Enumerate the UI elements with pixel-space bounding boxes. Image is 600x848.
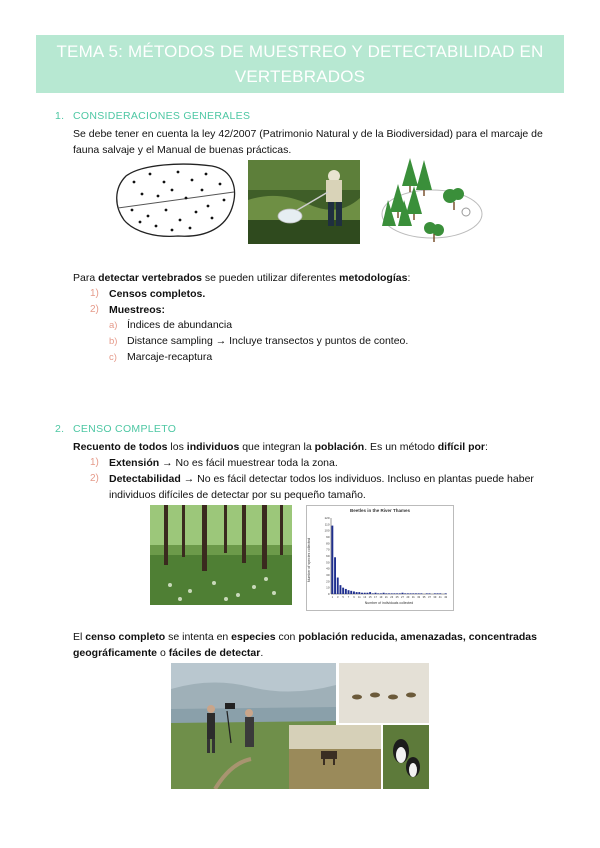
chart-bar	[380, 593, 382, 594]
closing-bold-2: especies	[231, 631, 276, 643]
difficulty-extension-label: Extensión	[109, 457, 160, 469]
page-title: TEMA 5: MÉTODOS DE MUESTREO Y DETECTABILIDAD EN VERTEBRADOS	[56, 42, 544, 86]
section-1-heading	[55, 110, 250, 122]
x-tick-label: 11	[357, 596, 361, 599]
section-1-intro: Se debe tener en cuenta la ley 42/2007 (Patrimonio Natural y de la Biodiversidad) para el marcaje de fauna salvaje y el Manual de buenas prácticas.	[73, 128, 543, 156]
methods-text-3: :	[407, 272, 411, 284]
x-tick-label: 27	[401, 596, 404, 599]
chart-bar	[396, 593, 398, 594]
y-tick-label: 20	[326, 579, 330, 584]
method-censos: Censos completos.	[109, 288, 206, 300]
section-2-closing	[73, 629, 543, 661]
methods-text-2: se pueden utilizar diferentes	[202, 272, 340, 284]
x-tick-label: 35	[422, 596, 426, 599]
list-marker: 2)	[90, 473, 99, 484]
section-1-title: CONSIDERACIONES GENERALES	[73, 110, 251, 122]
chart-plot	[307, 506, 453, 610]
chart-bar	[337, 578, 339, 594]
x-tick-label: 23	[390, 596, 394, 599]
x-tick-label: 5	[342, 596, 344, 599]
x-tick-label: 3	[337, 596, 339, 599]
intro-text-3: . Es un método	[364, 441, 438, 453]
sub-marker: c)	[109, 352, 117, 363]
intro-bold-3: población	[314, 441, 365, 453]
x-tick-label: 33	[417, 596, 421, 599]
chart-bar	[434, 593, 436, 594]
x-tick-label: 41	[438, 596, 442, 599]
closing-text-1: El	[73, 631, 86, 643]
closing-bold-4: fáciles de detectar	[168, 647, 261, 659]
chart-bar	[426, 593, 428, 594]
section-2-intro	[73, 439, 488, 455]
net-sampling-photo	[248, 160, 360, 244]
chart-bar	[377, 593, 379, 594]
beetles-chart	[306, 505, 454, 611]
section-1-number: 1.	[55, 110, 65, 122]
x-tick-label: 21	[384, 596, 388, 599]
chart-bar	[375, 593, 377, 594]
intro-bold-1: Recuento de todos	[73, 441, 168, 453]
chart-title: Beetles in the River Thames	[349, 508, 411, 513]
closing-text-4: o	[157, 647, 169, 659]
y-tick-label: 100	[324, 528, 330, 533]
x-tick-label: 15	[368, 596, 372, 599]
difficulty-detectability	[109, 471, 559, 503]
y-tick-label: 40	[326, 566, 330, 571]
chart-bar	[366, 593, 368, 594]
x-tick-label: 7	[347, 596, 350, 599]
x-tick-label: 31	[411, 596, 415, 599]
methods-bold-1: detectar vertebrados	[98, 272, 202, 284]
intro-bold-4: difícil por	[437, 441, 485, 453]
y-tick-label: 10	[326, 585, 330, 590]
closing-bold-3: población reducida, amenazadas, concentradas geográficamente	[73, 631, 537, 659]
y-tick-label: 80	[326, 541, 330, 546]
chart-bar	[385, 593, 387, 594]
submethod-distance: Distance sampling → Incluye transectos y puntos de conteo.	[127, 335, 409, 347]
chart-bar	[350, 591, 352, 594]
methods-bold-2: metodologías	[339, 272, 408, 284]
difficulty-detectability-label: Detectabilidad	[109, 473, 181, 485]
intro-text-1: los	[167, 441, 187, 453]
y-tick-label: 70	[326, 547, 330, 552]
x-tick-label: 13	[363, 596, 367, 599]
chart-bar	[331, 526, 333, 594]
y-tick-label: 0	[327, 592, 330, 596]
intro-text-4: :	[484, 441, 488, 453]
closing-bold-1: censo completo	[85, 631, 166, 643]
list-marker: 1)	[90, 457, 99, 468]
chart-bar	[407, 593, 409, 594]
chart-bar	[437, 593, 439, 594]
chart-bar	[439, 593, 441, 594]
x-tick-label: 17	[374, 596, 377, 599]
difficulty-extension	[109, 455, 338, 471]
chart-bar	[372, 593, 374, 594]
methods-text-1: Para	[73, 272, 99, 284]
chart-bar	[412, 593, 414, 594]
chart-bar	[420, 593, 422, 594]
methods-intro	[73, 270, 410, 286]
tree-transect-figure	[376, 156, 486, 246]
y-tick-label: 110	[324, 522, 330, 527]
chart-xlabel: Number of individuals collected	[364, 601, 414, 605]
list-marker: 2)	[90, 304, 99, 315]
chart-axes	[331, 518, 447, 594]
x-tick-label: 37	[428, 596, 431, 599]
list-marker: 1)	[90, 288, 99, 299]
closing-text-3: con	[275, 631, 299, 643]
chart-bar	[393, 593, 395, 594]
chart-bar	[418, 593, 420, 594]
chart-bar	[348, 590, 350, 594]
chart-bar	[353, 591, 355, 594]
y-tick-label: 60	[326, 554, 330, 558]
chart-ylabel: Number of species collected	[307, 538, 311, 582]
x-tick-label: 9	[353, 596, 355, 599]
x-tick-label: 1	[331, 596, 334, 599]
x-tick-label: 25	[395, 596, 399, 599]
chart-bar	[345, 589, 347, 594]
chart-bar	[334, 557, 336, 594]
closing-text-5: .	[260, 647, 264, 659]
chart-bar	[383, 593, 385, 594]
intro-bold-2: individuos	[186, 441, 240, 453]
chart-bar	[356, 592, 358, 594]
sub-marker: b)	[109, 336, 118, 347]
quadrat-sketch-figure	[112, 160, 240, 240]
x-tick-label: 19	[379, 596, 383, 599]
chart-bar	[410, 593, 412, 594]
census-photo-collage	[171, 663, 429, 789]
chart-bar	[445, 593, 447, 594]
x-tick-label: 43	[444, 596, 448, 599]
x-tick-label: 39	[433, 596, 437, 599]
section-2-number: 2.	[55, 423, 65, 435]
submethod-indices: Índices de abundancia	[127, 319, 233, 331]
section-2-title: CENSO COMPLETO	[73, 423, 177, 435]
chart-bar	[342, 588, 344, 594]
chart-bar	[361, 593, 363, 594]
chart-bar	[388, 593, 390, 594]
chart-bar	[429, 593, 431, 594]
forest-photo	[150, 505, 292, 605]
y-tick-label: 90	[326, 535, 330, 539]
difficulty-extension-text: → No es fácil muestrear toda la zona.	[159, 457, 338, 469]
chart-bar	[415, 593, 417, 594]
chart-bar	[404, 593, 406, 594]
method-muestreos: Muestreos:	[109, 304, 166, 316]
submethod-marcaje: Marcaje-recaptura	[127, 351, 213, 363]
chart-bar	[339, 585, 341, 594]
sub-marker: a)	[109, 320, 118, 331]
chart-bar	[402, 593, 404, 594]
y-tick-label: 50	[326, 560, 330, 565]
section-2-heading	[55, 423, 176, 435]
y-tick-label: 120	[324, 516, 330, 520]
chart-bar	[399, 593, 401, 594]
chart-bar	[391, 593, 393, 594]
x-tick-label: 29	[406, 596, 410, 599]
title-banner	[36, 35, 564, 93]
chart-bar	[369, 592, 371, 594]
closing-text-2: se intenta en	[165, 631, 232, 643]
difficulty-detectability-text: → No es fácil detectar todos los individuos. Incluso en plantas puede haber individuos difíciles de detectar por su pequeño tamaño.	[109, 473, 534, 501]
y-tick-label: 30	[326, 573, 330, 577]
chart-bar	[358, 592, 360, 594]
chart-bar	[364, 593, 366, 594]
intro-text-2: que integran la	[239, 441, 315, 453]
